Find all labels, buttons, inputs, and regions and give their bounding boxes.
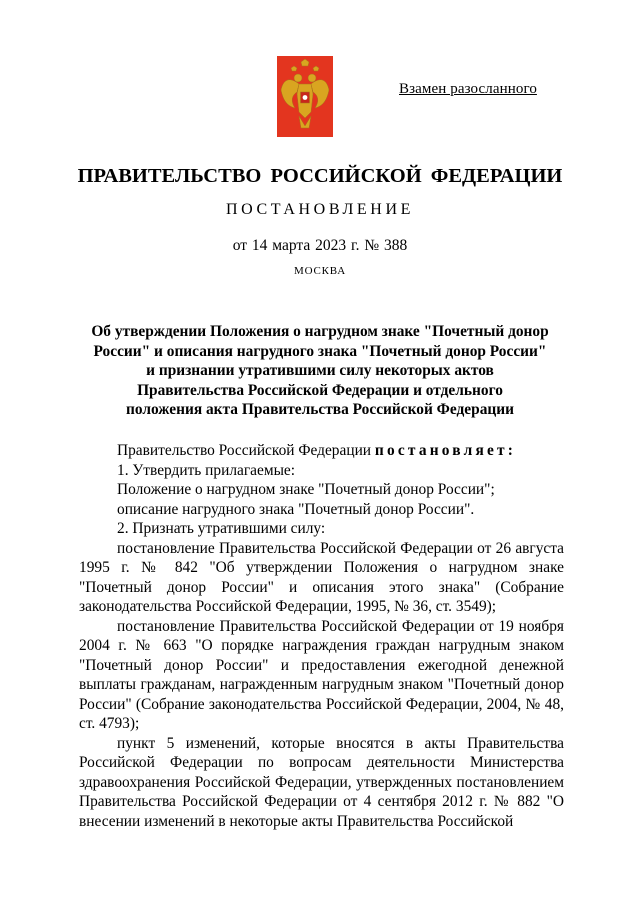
intro-paragraph [79, 441, 564, 461]
body-paragraph: пункт 5 изменений, которые вносятся в акты Правительства Российской Федерации по вопросам деятельности Министерства здравоохранения Российской Федерации, утвержденных постановлением Правительства Российской Федерации от 4 сентября 2012 г. № 882 "О внесении изменений в некоторые акты Правительства Российской [79, 734, 564, 830]
document-type: ПОСТАНОВЛЕНИЕ [226, 201, 414, 218]
body-paragraph: Положение о нагрудном знаке "Почетный донор России"; [117, 481, 495, 498]
coat-of-arms-icon [277, 56, 333, 137]
intro-text: Правительство Российской Федерации [117, 442, 375, 459]
title-line: Об утверждении Положения о нагрудном знаке "Почетный донор [91, 323, 549, 340]
title-line: и признании утратившими силу некоторых актов [146, 362, 494, 379]
body-paragraph: 2. Признать утратившими силу: [117, 520, 326, 537]
body-paragraph: постановление Правительства Российской Федерации от 19 ноября 2004 г. № 663 "О порядке награждения граждан нагрудным знаком "Почетный донор России" и предоставления ежегодной денежной выплаты гражданам, награжденным нагрудным знаком "Почетный донор России" (Собрание законодательства Российской Федерации, 2004, № 48, ст. 4793); [79, 617, 564, 732]
title-line: положения акта Правительства Российской Федерации [125, 401, 514, 418]
document-date-number: от 14 марта 2023 г. № 388 [232, 237, 408, 254]
document-body [79, 441, 564, 831]
stamp-text: Взамен разосланного [399, 81, 537, 97]
body-paragraph: 1. Утвердить прилагаемые: [117, 461, 296, 479]
title-line: России" и описания нагрудного знака "Почетный донор России" [93, 342, 547, 360]
title-line: Правительства Российской Федерации и отдельного [137, 381, 503, 399]
decree-word: постановляет: [374, 442, 517, 459]
body-paragraph: постановление Правительства Российской Федерации от 26 августа 1995 г. № 842 "Об утверждении Положения о нагрудном знаке "Почетный донор России" и описания этого знака" (Собрание законодательства Российской Федерации, 1995, № 36, ст. 3549); [79, 539, 564, 615]
government-title: ПРАВИТЕЛЬСТВО РОССИЙСКОЙ ФЕДЕРАЦИИ [77, 165, 563, 187]
body-paragraph: описание нагрудного знака "Почетный донор России". [117, 500, 475, 518]
city: МОСКВА [294, 265, 346, 277]
document-title [60, 322, 580, 420]
